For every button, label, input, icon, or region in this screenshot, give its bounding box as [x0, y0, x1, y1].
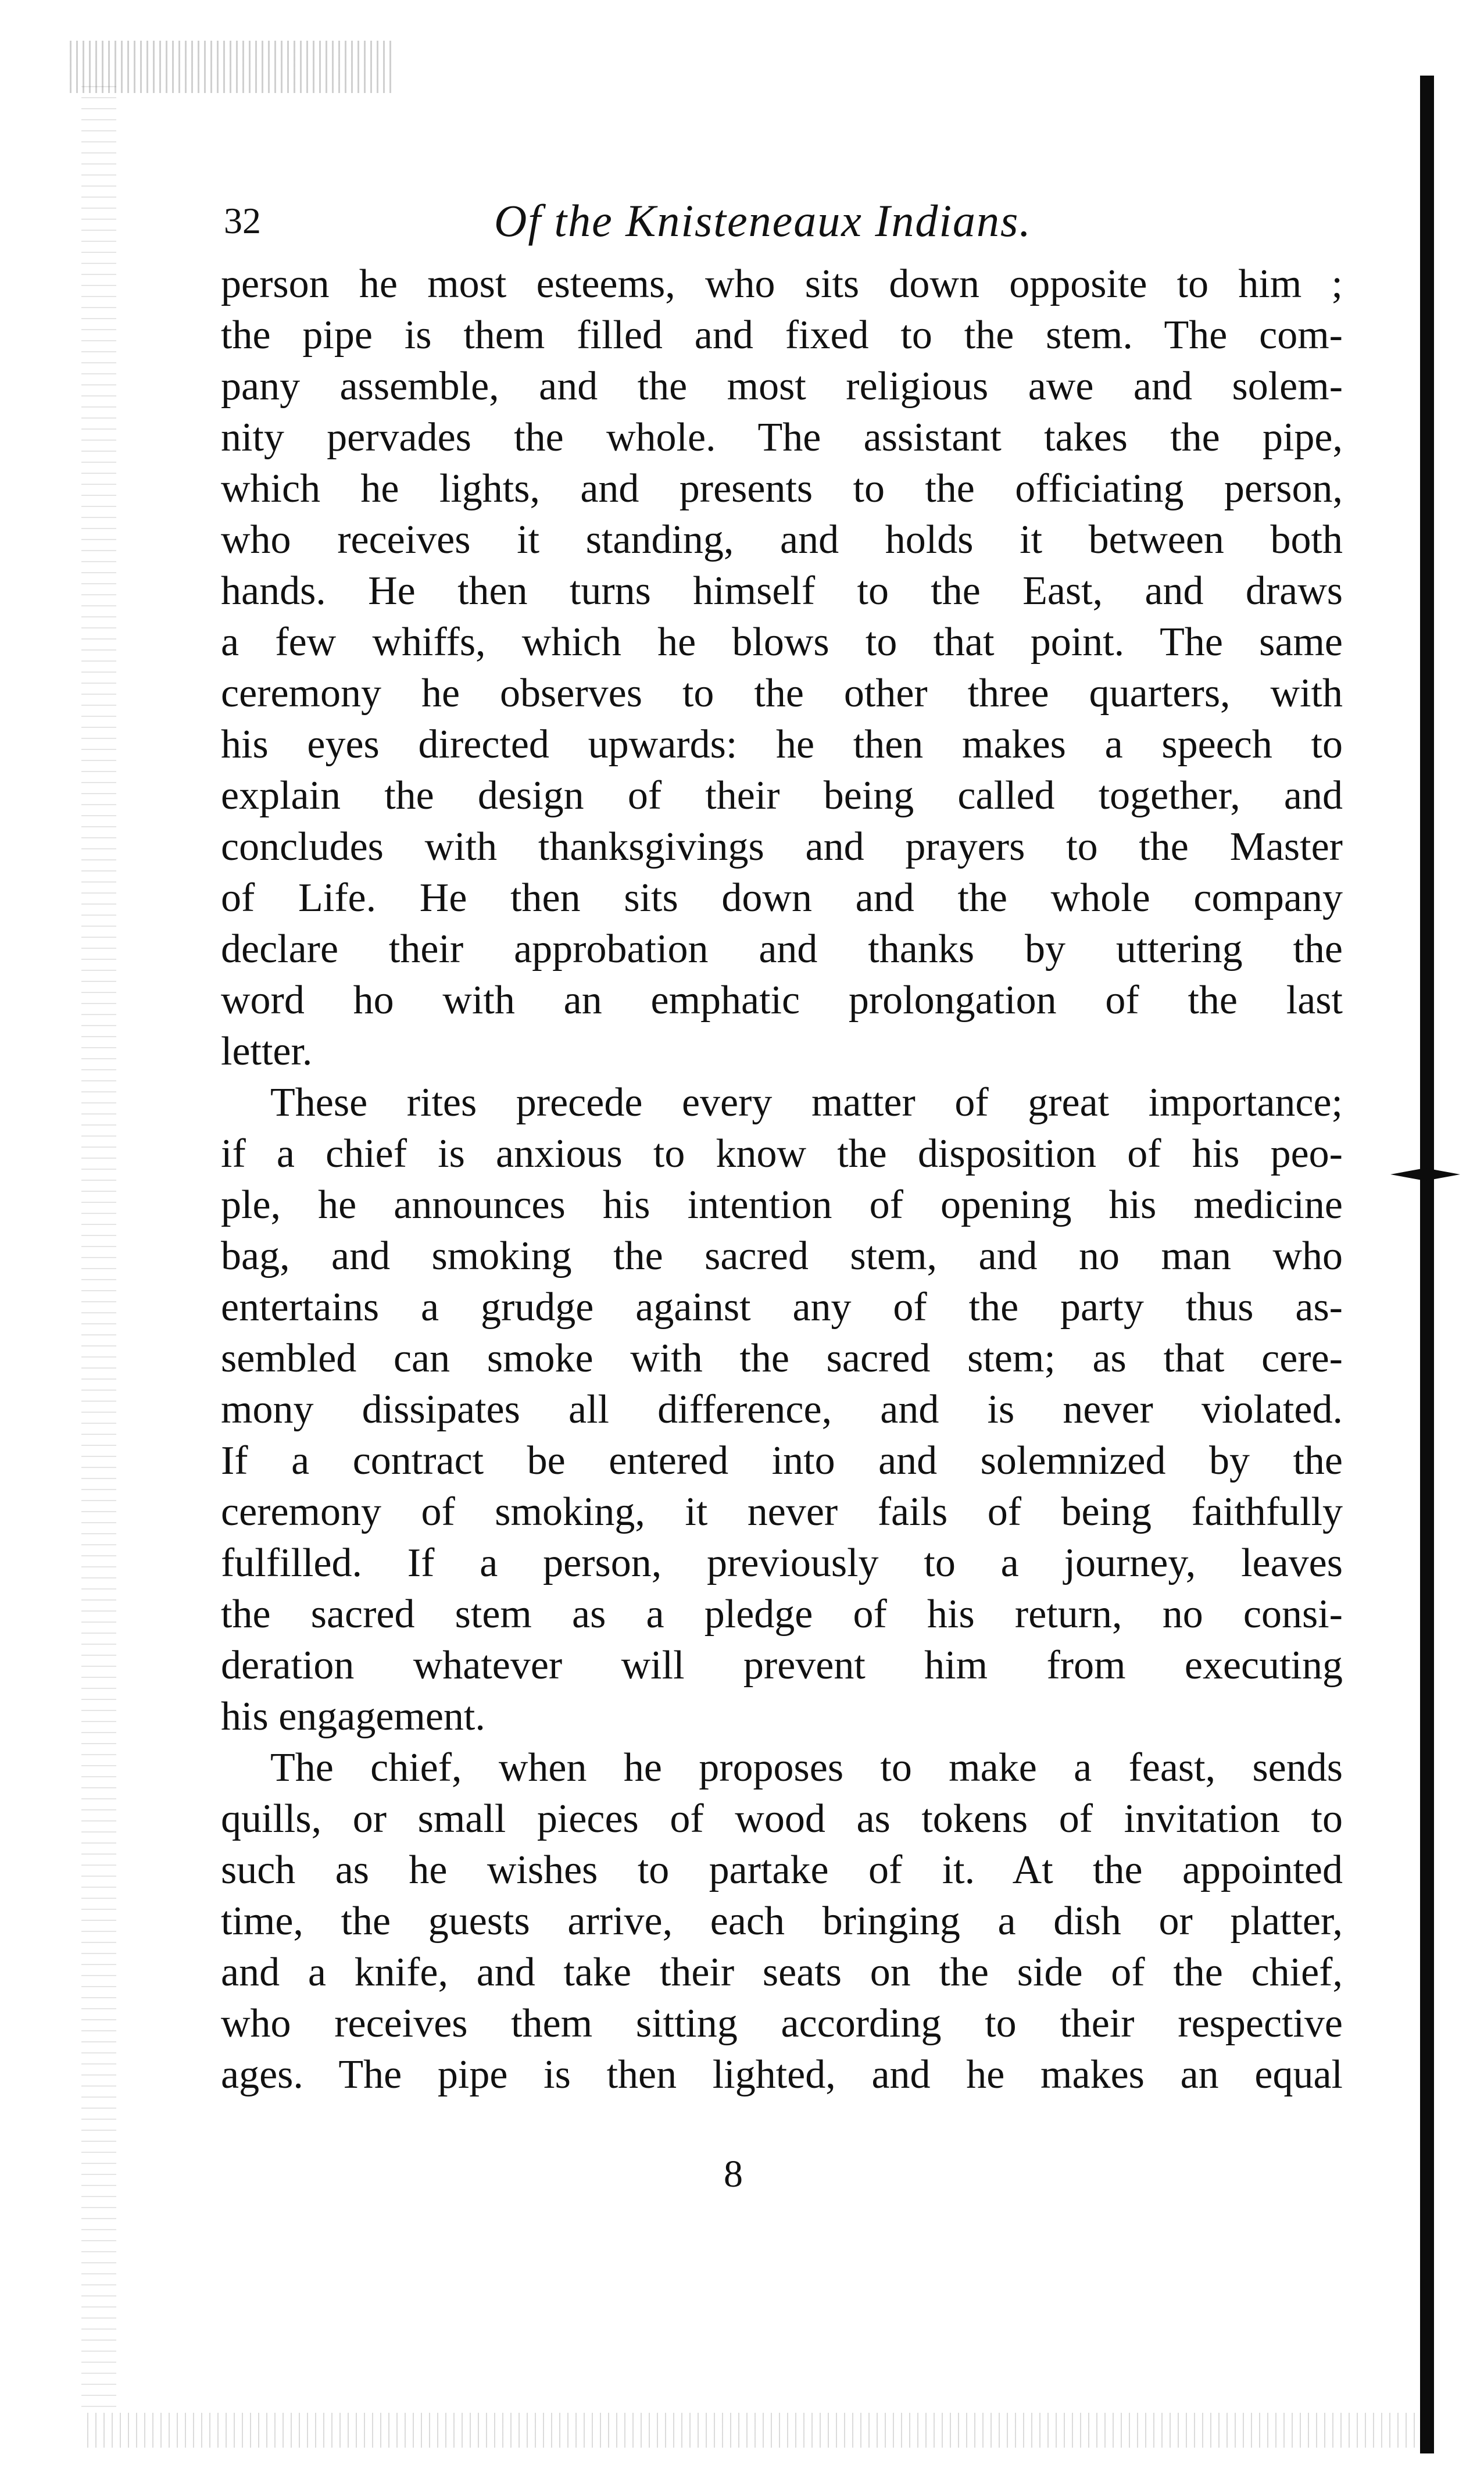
text-line: which he lights, and presents to the officiating person, [221, 466, 1343, 511]
text-line: hands. He then turns himself to the East, and draws [221, 569, 1343, 613]
text-line: explain the design of their being called together, and [221, 773, 1343, 818]
text-line: his eyes directed upwards: he then makes a speech to [221, 722, 1343, 767]
body-text [221, 259, 1343, 2101]
text-line: ceremony of smoking, it never fails of being faithfully [221, 1490, 1343, 1534]
text-line: bag, and smoking the sacred stem, and no man who [221, 1234, 1343, 1278]
text-line: who receives it standing, and holds it between both [221, 517, 1343, 562]
running-title: Of the Knisteneaux Indians. [494, 195, 1032, 246]
text-line: person he most esteems, who sits down opposite to him ; [221, 262, 1343, 306]
text-line: quills, or small pieces of wood as tokens of invitation to [221, 1796, 1343, 1841]
text-line: If a contract be entered into and solemnized by the [221, 1438, 1343, 1483]
scan-noise-top [70, 41, 395, 93]
text-line: such as he wishes to partake of it. At the appointed [221, 1848, 1343, 1892]
printer-signature-mark: 8 [724, 2153, 743, 2195]
scan-noise-left [81, 81, 116, 2407]
text-line: The chief, when he proposes to make a feast, sends [270, 1745, 1343, 1790]
text-line: the sacred stem as a pledge of his return, no consi- [221, 1592, 1343, 1637]
spine-notch-mark [1390, 1166, 1460, 1183]
text-line: ceremony he observes to the other three quarters, with [221, 671, 1343, 716]
scan-noise-bottom [87, 2413, 1424, 2448]
text-line: letter. [221, 1029, 313, 1074]
text-line: pany assemble, and the most religious awe and solem- [221, 364, 1343, 409]
text-line: sembled can smoke with the sacred stem; as that cere- [221, 1336, 1343, 1381]
text-line: entertains a grudge against any of the party thus as- [221, 1285, 1343, 1330]
text-line: mony dissipates all difference, and is never violated. [221, 1387, 1343, 1432]
text-line: and a knife, and take their seats on the side of the chief, [221, 1950, 1343, 1995]
text-line: fulfilled. If a person, previously to a journey, leaves [221, 1541, 1343, 1585]
text-line: who receives them sitting according to their respective [221, 2001, 1343, 2046]
text-line: a few whiffs, which he blows to that point. The same [221, 620, 1343, 665]
text-line: ple, he announces his intention of opening his medicine [221, 1183, 1343, 1227]
text-line: These rites precede every matter of great importance; [270, 1080, 1343, 1125]
text-line: deration whatever will prevent him from executing [221, 1643, 1343, 1688]
text-line: ages. The pipe is then lighted, and he makes an equal [221, 2052, 1343, 2097]
text-line: his engagement. [221, 1694, 485, 1739]
book-spine-edge [1420, 76, 1434, 2453]
text-line: of Life. He then sits down and the whole company [221, 876, 1343, 920]
text-line: the pipe is them filled and fixed to the stem. The com- [221, 313, 1343, 358]
text-line: if a chief is anxious to know the disposition of his peo- [221, 1131, 1343, 1176]
text-line: time, the guests arrive, each bringing a dish or platter, [221, 1899, 1343, 1944]
text-line: concludes with thanksgivings and prayers to the Master [221, 824, 1343, 869]
page-number: 32 [224, 200, 261, 241]
text-line: declare their approbation and thanks by uttering the [221, 927, 1343, 972]
running-head [224, 192, 1357, 250]
text-line: word ho with an emphatic prolongation of the last [221, 978, 1343, 1023]
text-line: nity pervades the whole. The assistant takes the pipe, [221, 415, 1343, 460]
